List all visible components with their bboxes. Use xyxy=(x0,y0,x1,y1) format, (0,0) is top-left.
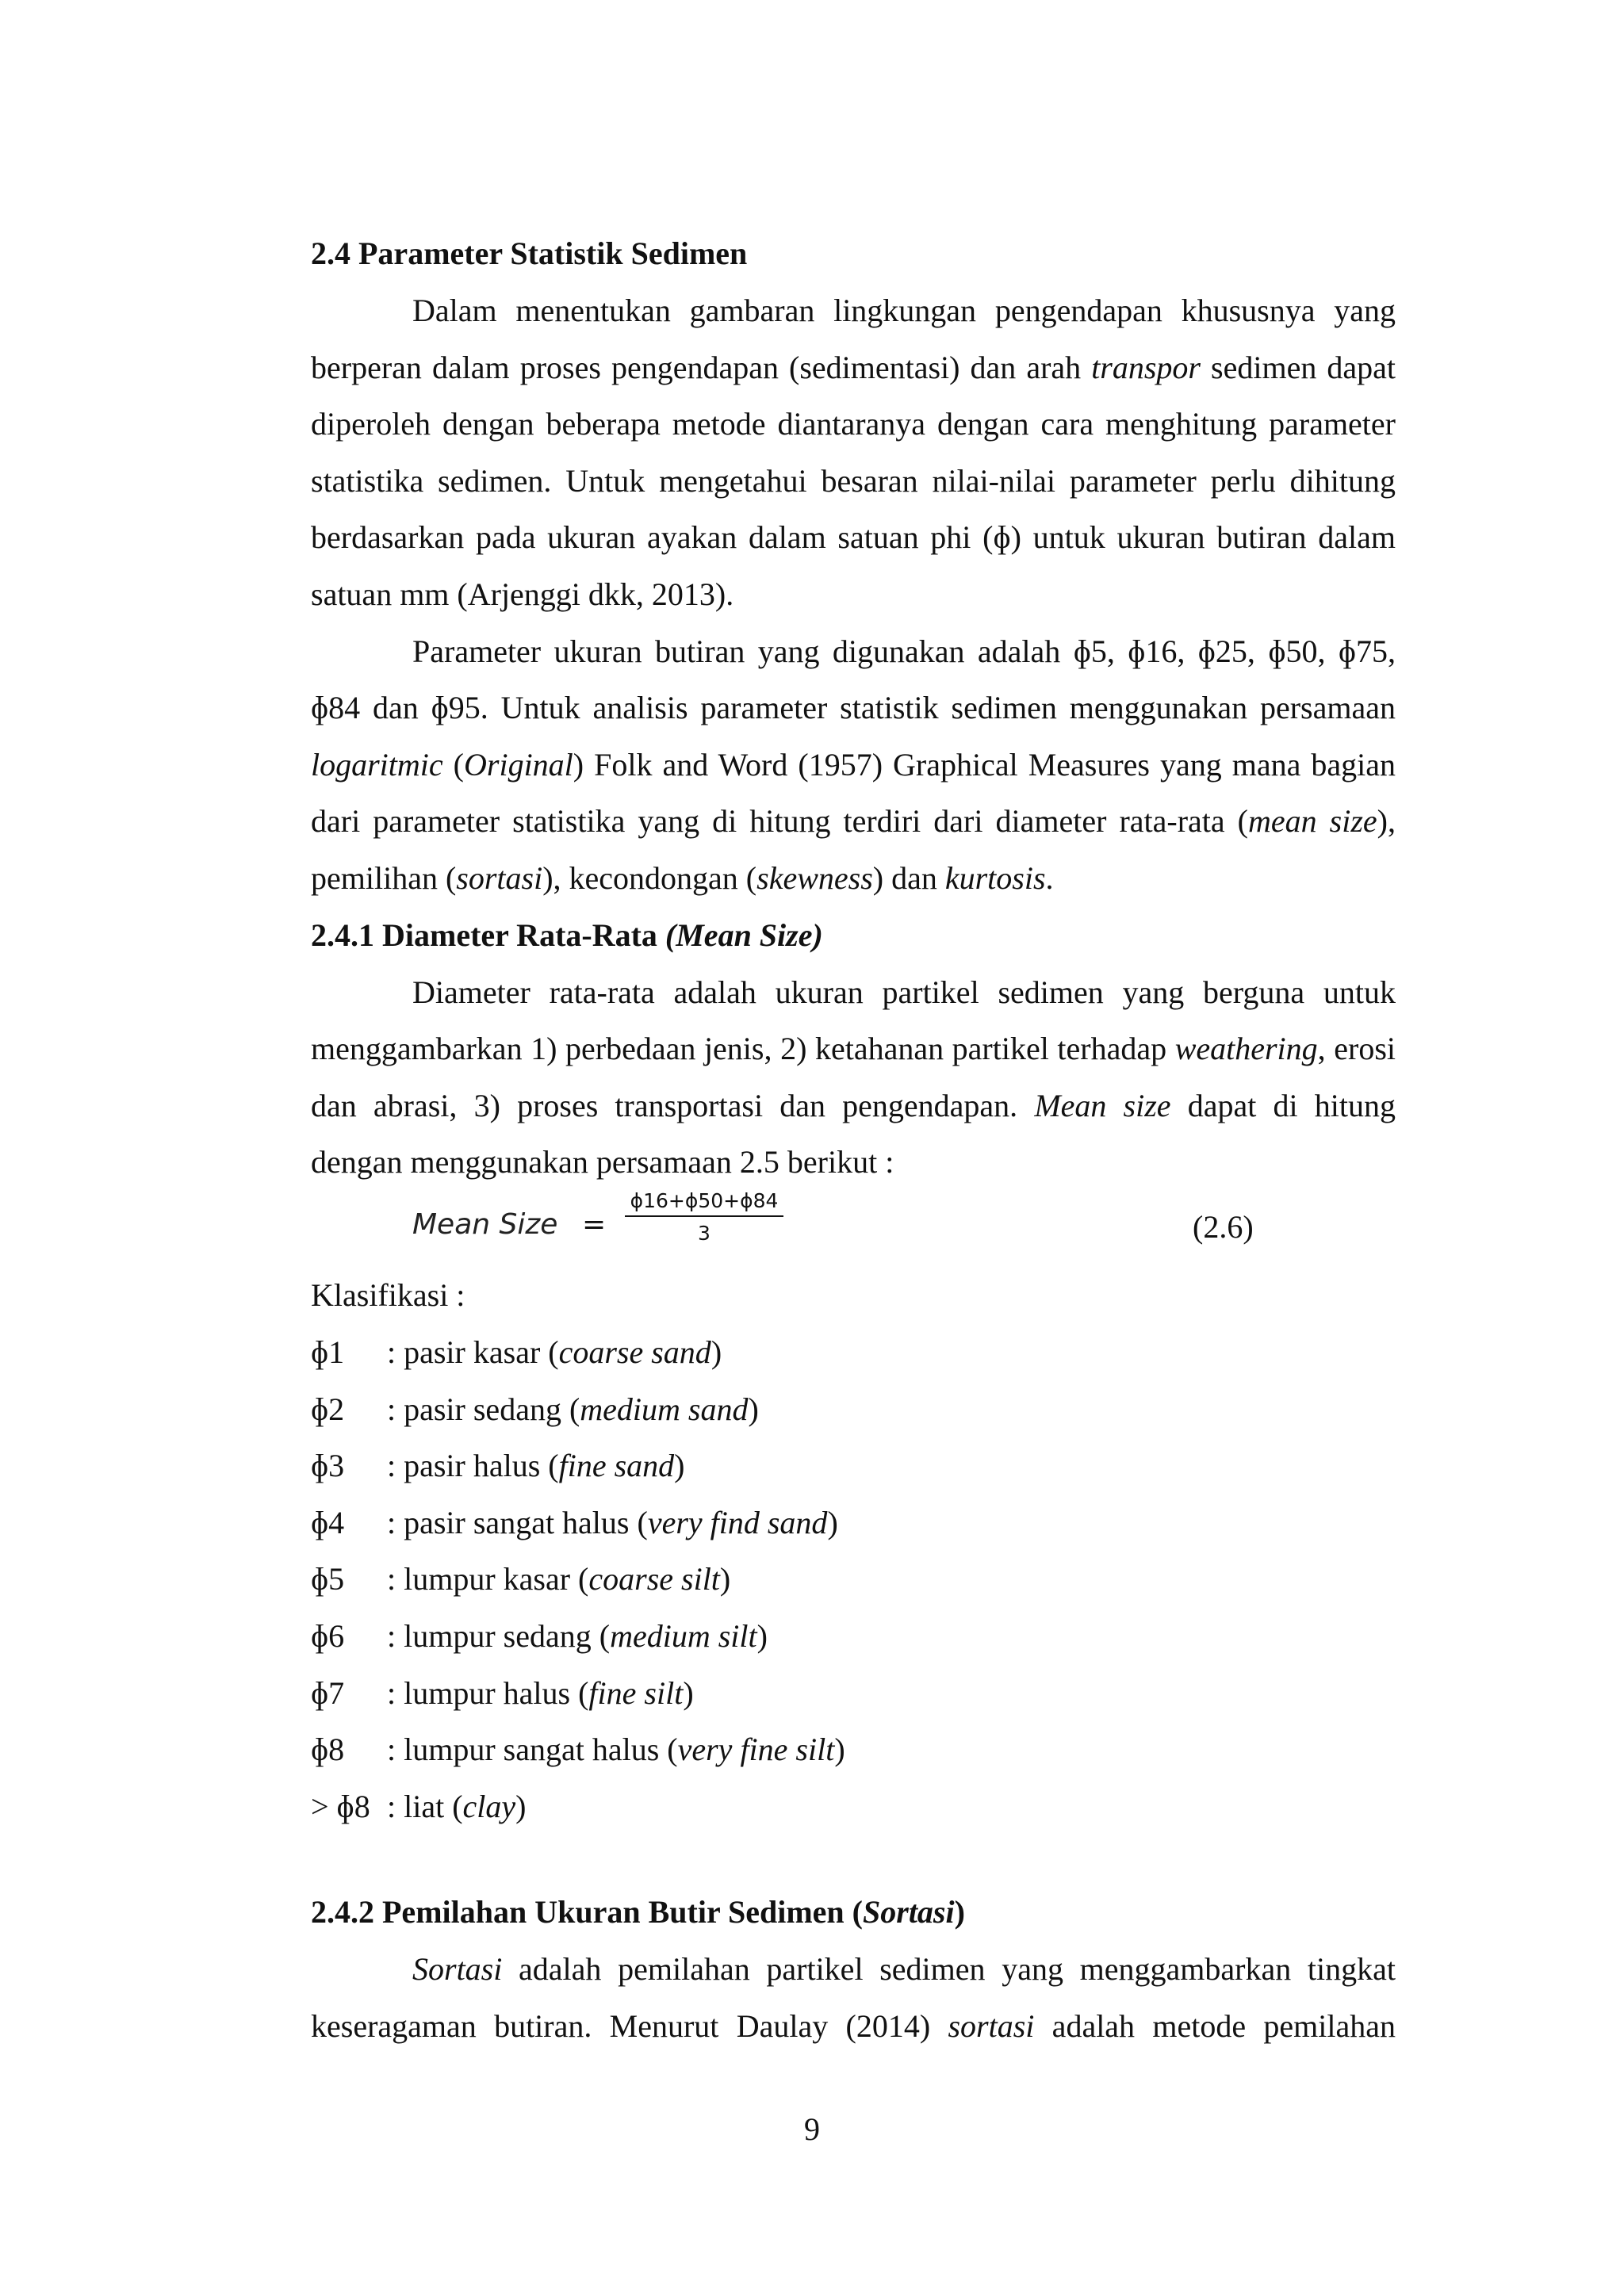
text-run: ( xyxy=(442,746,464,783)
class-description xyxy=(387,1665,694,1722)
italic-run: clay xyxy=(462,1788,516,1824)
italic-run: medium sand xyxy=(580,1391,749,1427)
section-heading xyxy=(311,907,1396,964)
section-2-4-2 xyxy=(311,1884,1396,2054)
text-run: ) xyxy=(756,1617,768,1654)
italic-run: sortasi xyxy=(948,2007,1035,2044)
italic-run: coarse sand xyxy=(558,1334,711,1370)
italic-run: kurtosis xyxy=(944,859,1046,896)
class-description xyxy=(387,1437,685,1494)
equation-number: (2.6) xyxy=(1193,1209,1254,1245)
italic-run: fine sand xyxy=(558,1448,675,1484)
equation-denominator: 3 xyxy=(698,1222,710,1245)
text-run: : pasir kasar ( xyxy=(387,1334,559,1370)
section-heading: 2.4 Parameter Statistik Sedimen xyxy=(311,235,748,271)
list-item xyxy=(311,1551,1104,1608)
text-run: dapat di hitung dengan menggunakan persamaan 2.5 berikut : xyxy=(311,1087,1396,1181)
italic-run: mean size xyxy=(1248,803,1377,840)
class-description xyxy=(387,1381,759,1438)
text-run: : pasir halus ( xyxy=(387,1448,559,1484)
text-run: sedimen dapat diperoleh dengan beberapa metode diantaranya dengan cara menghitung parameter statistika sedimen. Untuk mengetahui besaran nilai-nilai parameter perlu dihitung berdasarkan pada ukuran ayakan dalam satuan phi (ɸ) untuk ukuran butiran dalam satuan mm (Arjenggi dkk, 2013). xyxy=(311,349,1396,612)
text-run: : pasir sangat halus ( xyxy=(387,1504,648,1540)
list-item xyxy=(311,1608,1104,1665)
equation-equals: = xyxy=(582,1208,607,1241)
heading-run: ) xyxy=(954,1894,965,1930)
phi-value: > ɸ8 xyxy=(311,1788,370,1824)
phi-value: ɸ8 xyxy=(311,1732,345,1768)
paragraph xyxy=(311,282,1396,623)
heading-italic-run: Sortasi xyxy=(863,1894,955,1930)
list-item xyxy=(311,1721,1104,1778)
text-run: ) xyxy=(515,1788,527,1824)
italic-run: fine silt xyxy=(588,1674,684,1711)
text-run: ), kecondongan ( xyxy=(542,859,757,896)
classification-list xyxy=(311,1324,1104,1835)
list-item xyxy=(311,1665,1104,1722)
paragraph xyxy=(311,623,1396,907)
text-run: : pasir sedang ( xyxy=(387,1391,580,1427)
italic-run: weathering xyxy=(1174,1031,1318,1067)
list-item xyxy=(311,1778,1104,1835)
text-run: adalah pemilahan partikel sedimen yang menggambarkan tingkat keseragaman butiran. Menurut Daulay (2014) xyxy=(311,1951,1396,2044)
list-item xyxy=(311,1494,1104,1552)
list-item xyxy=(311,1381,1104,1438)
class-description xyxy=(387,1608,768,1665)
italic-run: Mean size xyxy=(1034,1087,1171,1123)
class-description xyxy=(387,1778,526,1835)
text-run: ), pemilihan ( xyxy=(311,803,1396,896)
phi-value: ɸ6 xyxy=(311,1617,345,1654)
text-run: : liat ( xyxy=(387,1788,463,1824)
classification-label: Klasifikasi : xyxy=(311,1277,465,1313)
text-run: Diameter rata-rata adalah ukuran partikel sedimen yang berguna untuk menggambarkan 1) perbedaan jenis, 2) ketahanan partikel terhadap xyxy=(311,974,1396,1067)
text-run: : lumpur halus ( xyxy=(387,1674,589,1711)
text-run: ) Folk and Word (1957) Graphical Measures yang mana bagian dari parameter statistika yang di hitung terdiri dari diameter rata-rata ( xyxy=(311,746,1396,840)
italic-run: coarse silt xyxy=(588,1561,720,1598)
text-run: ) xyxy=(710,1334,722,1370)
phi-value: ɸ2 xyxy=(311,1391,345,1427)
text-run: : lumpur sedang ( xyxy=(387,1617,611,1654)
section-heading xyxy=(311,1884,1396,1941)
heading-italic-run: (Mean Size) xyxy=(665,916,823,953)
paragraph xyxy=(311,964,1396,1191)
class-description xyxy=(387,1721,845,1778)
italic-run: very find sand xyxy=(647,1504,828,1540)
italic-run: medium silt xyxy=(610,1617,757,1654)
list-item xyxy=(311,1437,1104,1494)
text-run: ) xyxy=(719,1561,731,1598)
list-item xyxy=(311,1324,1104,1381)
text-run: ) xyxy=(748,1391,759,1427)
text-run: ) xyxy=(827,1504,838,1540)
phi-value: ɸ4 xyxy=(311,1504,345,1540)
phi-value: ɸ5 xyxy=(311,1561,345,1598)
equation-lhs: Mean Size xyxy=(412,1208,558,1241)
italic-run: transpor xyxy=(1091,349,1201,385)
italic-run: Original xyxy=(464,746,573,783)
italic-run: Sortasi xyxy=(412,1951,503,1987)
equation-numerator: ɸ16+ɸ50+ɸ84 xyxy=(625,1189,783,1217)
phi-value: ɸ7 xyxy=(311,1674,345,1711)
text-run: adalah metode pemilahan xyxy=(1034,2007,1396,2044)
equation xyxy=(412,1189,1285,1276)
italic-run: logaritmic xyxy=(311,746,443,783)
text-run: ) xyxy=(683,1674,694,1711)
heading-run: 2.4.2 Pemilahan Ukuran Butir Sedimen ( xyxy=(311,1894,863,1930)
text-run: Parameter ukuran butiran yang digunakan adalah ɸ5, ɸ16, ɸ25, ɸ50, ɸ75, ɸ84 dan ɸ95. Untuk analisis parameter statistik sedimen menggunakan persamaan xyxy=(311,633,1396,726)
text-run: ) xyxy=(834,1732,845,1768)
text-run: : lumpur sangat halus ( xyxy=(387,1732,678,1768)
phi-value: ɸ3 xyxy=(311,1448,345,1484)
text-run: Dalam menentukan gambaran lingkungan pengendapan khususnya yang berperan dalam proses pengendapan (sedimentasi) dan arah xyxy=(311,293,1396,385)
class-description xyxy=(387,1324,722,1381)
heading-run: 2.4.1 Diameter Rata-Rata xyxy=(311,916,665,953)
text-run: , erosi dan abrasi, 3) proses transportasi dan pengendapan. xyxy=(311,1031,1396,1123)
italic-run: skewness xyxy=(756,859,873,896)
class-description xyxy=(387,1551,730,1608)
text-run: ) dan xyxy=(872,859,945,896)
italic-run: sortasi xyxy=(456,859,543,896)
phi-value: ɸ1 xyxy=(311,1334,345,1370)
page-number: 9 xyxy=(804,2111,820,2147)
italic-run: very fine silt xyxy=(677,1732,835,1768)
class-description xyxy=(387,1494,838,1552)
equation-fraction xyxy=(625,1189,783,1245)
text-run: ) xyxy=(674,1448,685,1484)
section-2-4 xyxy=(311,225,1396,1191)
paragraph xyxy=(311,1941,1396,2054)
text-run: : lumpur kasar ( xyxy=(387,1561,589,1598)
text-run: . xyxy=(1045,859,1054,896)
